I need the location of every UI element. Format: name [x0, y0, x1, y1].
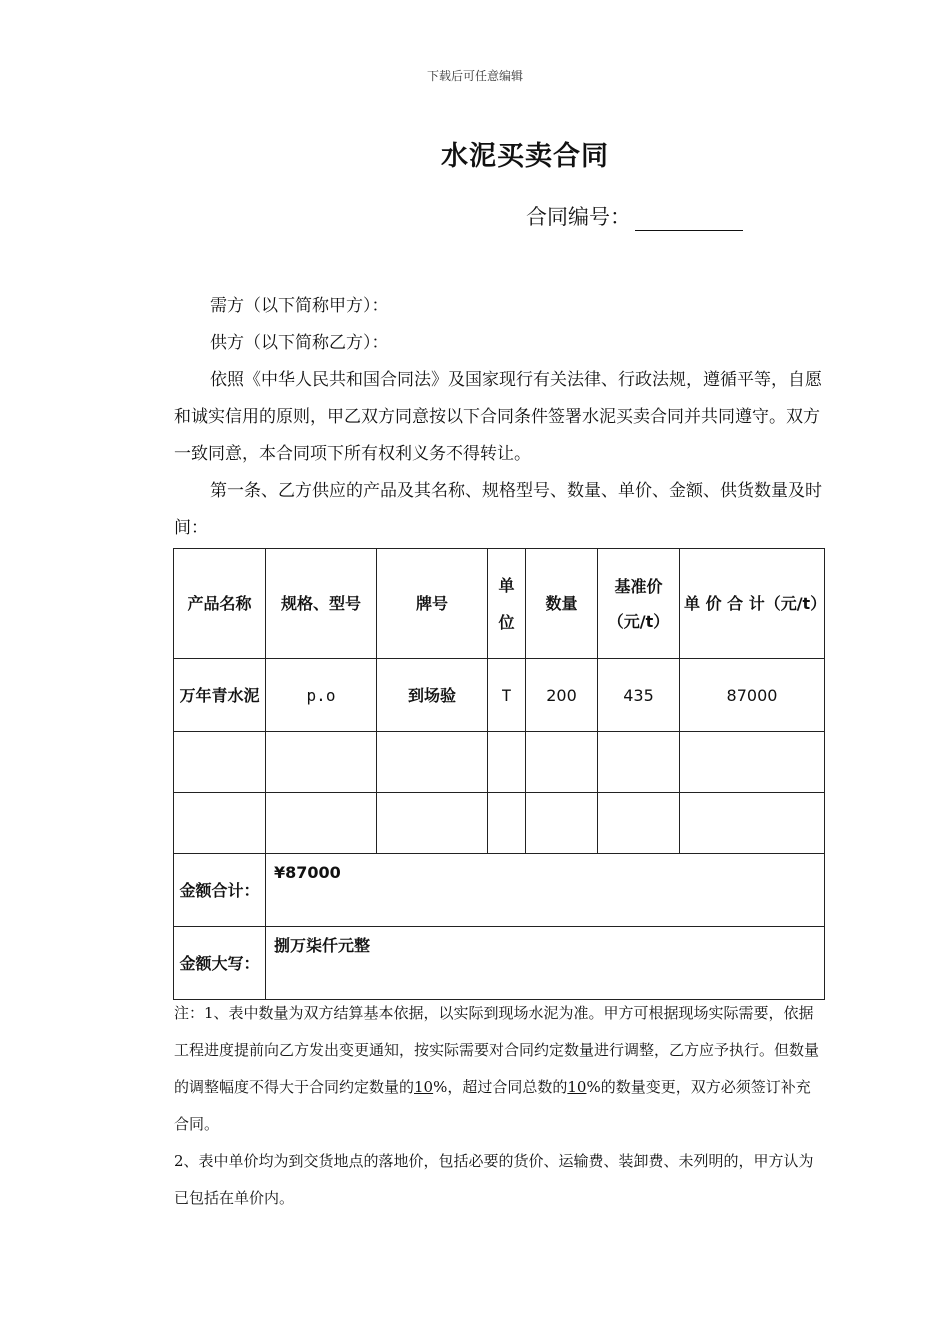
cell-empty	[598, 732, 680, 793]
header-brand: 牌号	[377, 549, 488, 659]
header-spec: 规格、型号	[266, 549, 377, 659]
cell-empty	[174, 793, 266, 854]
note-2: 2、表中单价均为到交货地点的落地价，包括必要的货价、运输费、装卸费、未列明的，甲方认为已包括在单价内。	[174, 1152, 814, 1207]
header-base-price: 基准价（元/t）	[598, 549, 680, 659]
goods-table	[173, 548, 825, 1000]
intro-paragraph: 依照《中华人民共和国合同法》及国家现行有关法律、行政法规，遵循平等，自愿和诚实信用的原则，甲乙双方同意按以下合同条件签署水泥买卖合同并共同遵守。双方一致同意，本合同项下所有权利义务不得转让。	[174, 370, 822, 464]
cell-spec: p.o	[266, 659, 377, 732]
cell-base-price: 435	[598, 659, 680, 732]
cell-empty	[377, 793, 488, 854]
document-title: 水泥买卖合同	[441, 141, 609, 172]
seller-line: 供方（以下简称乙方）：	[210, 333, 389, 353]
cell-empty	[680, 793, 825, 854]
cell-empty	[598, 793, 680, 854]
table-row	[174, 793, 825, 854]
contract-number	[526, 201, 743, 231]
total-upper-row	[174, 927, 825, 1000]
header-product-name: 产品名称	[174, 549, 266, 659]
cell-unit: T	[488, 659, 526, 732]
contract-number-blank[interactable]	[635, 208, 743, 231]
cell-brand: 到场验	[377, 659, 488, 732]
header-unit-total: 单 价 合 计（元/t）	[680, 549, 825, 659]
header-unit: 单位	[488, 549, 526, 659]
cell-empty	[266, 732, 377, 793]
buyer-line: 需方（以下简称甲方）：	[210, 296, 389, 316]
note-1-percent-2: 10	[567, 1078, 587, 1096]
note-1-text-c: %的数量变更，双方必须签订补充合同。	[174, 1078, 811, 1133]
total-row	[174, 854, 825, 927]
cell-unit-total: 87000	[680, 659, 825, 732]
total-upper-value: 捌万柒仟元整	[266, 927, 825, 1000]
header-quantity: 数量	[526, 549, 598, 659]
cell-empty	[526, 732, 598, 793]
total-amount-label: 金额合计：	[174, 854, 266, 927]
note-1	[174, 995, 824, 1143]
cell-empty	[680, 732, 825, 793]
table-header-row	[174, 549, 825, 659]
article-1: 第一条、乙方供应的产品及其名称、规格型号、数量、单价、金额、供货数量及时间：	[174, 481, 822, 538]
cell-empty	[266, 793, 377, 854]
cell-product-name: 万年青水泥	[174, 659, 266, 732]
cell-empty	[488, 793, 526, 854]
table-row	[174, 659, 825, 732]
cell-empty	[526, 793, 598, 854]
cell-empty	[174, 732, 266, 793]
table-row	[174, 732, 825, 793]
header-note: 下载后可任意编辑	[426, 69, 523, 83]
total-amount-value: ¥87000	[266, 854, 825, 927]
total-upper-label: 金额大写：	[174, 927, 266, 1000]
cell-empty	[488, 732, 526, 793]
note-1-text-b: %，超过合同总数的	[433, 1078, 568, 1096]
cell-empty	[377, 732, 488, 793]
note-1-text-a: 注：1、表中数量为双方结算基本依据，以实际到现场水泥为准。甲方可根据现场实际需要，依据工程进度提前向乙方发出变更通知，按实际需要对合同约定数量进行调整，乙方应予执行。但数量的调整幅度不得大于合同约定数量的	[174, 1004, 820, 1096]
note-1-percent-1: 10	[414, 1078, 434, 1096]
cell-quantity: 200	[526, 659, 598, 732]
contract-number-label: 合同编号：	[526, 205, 631, 229]
